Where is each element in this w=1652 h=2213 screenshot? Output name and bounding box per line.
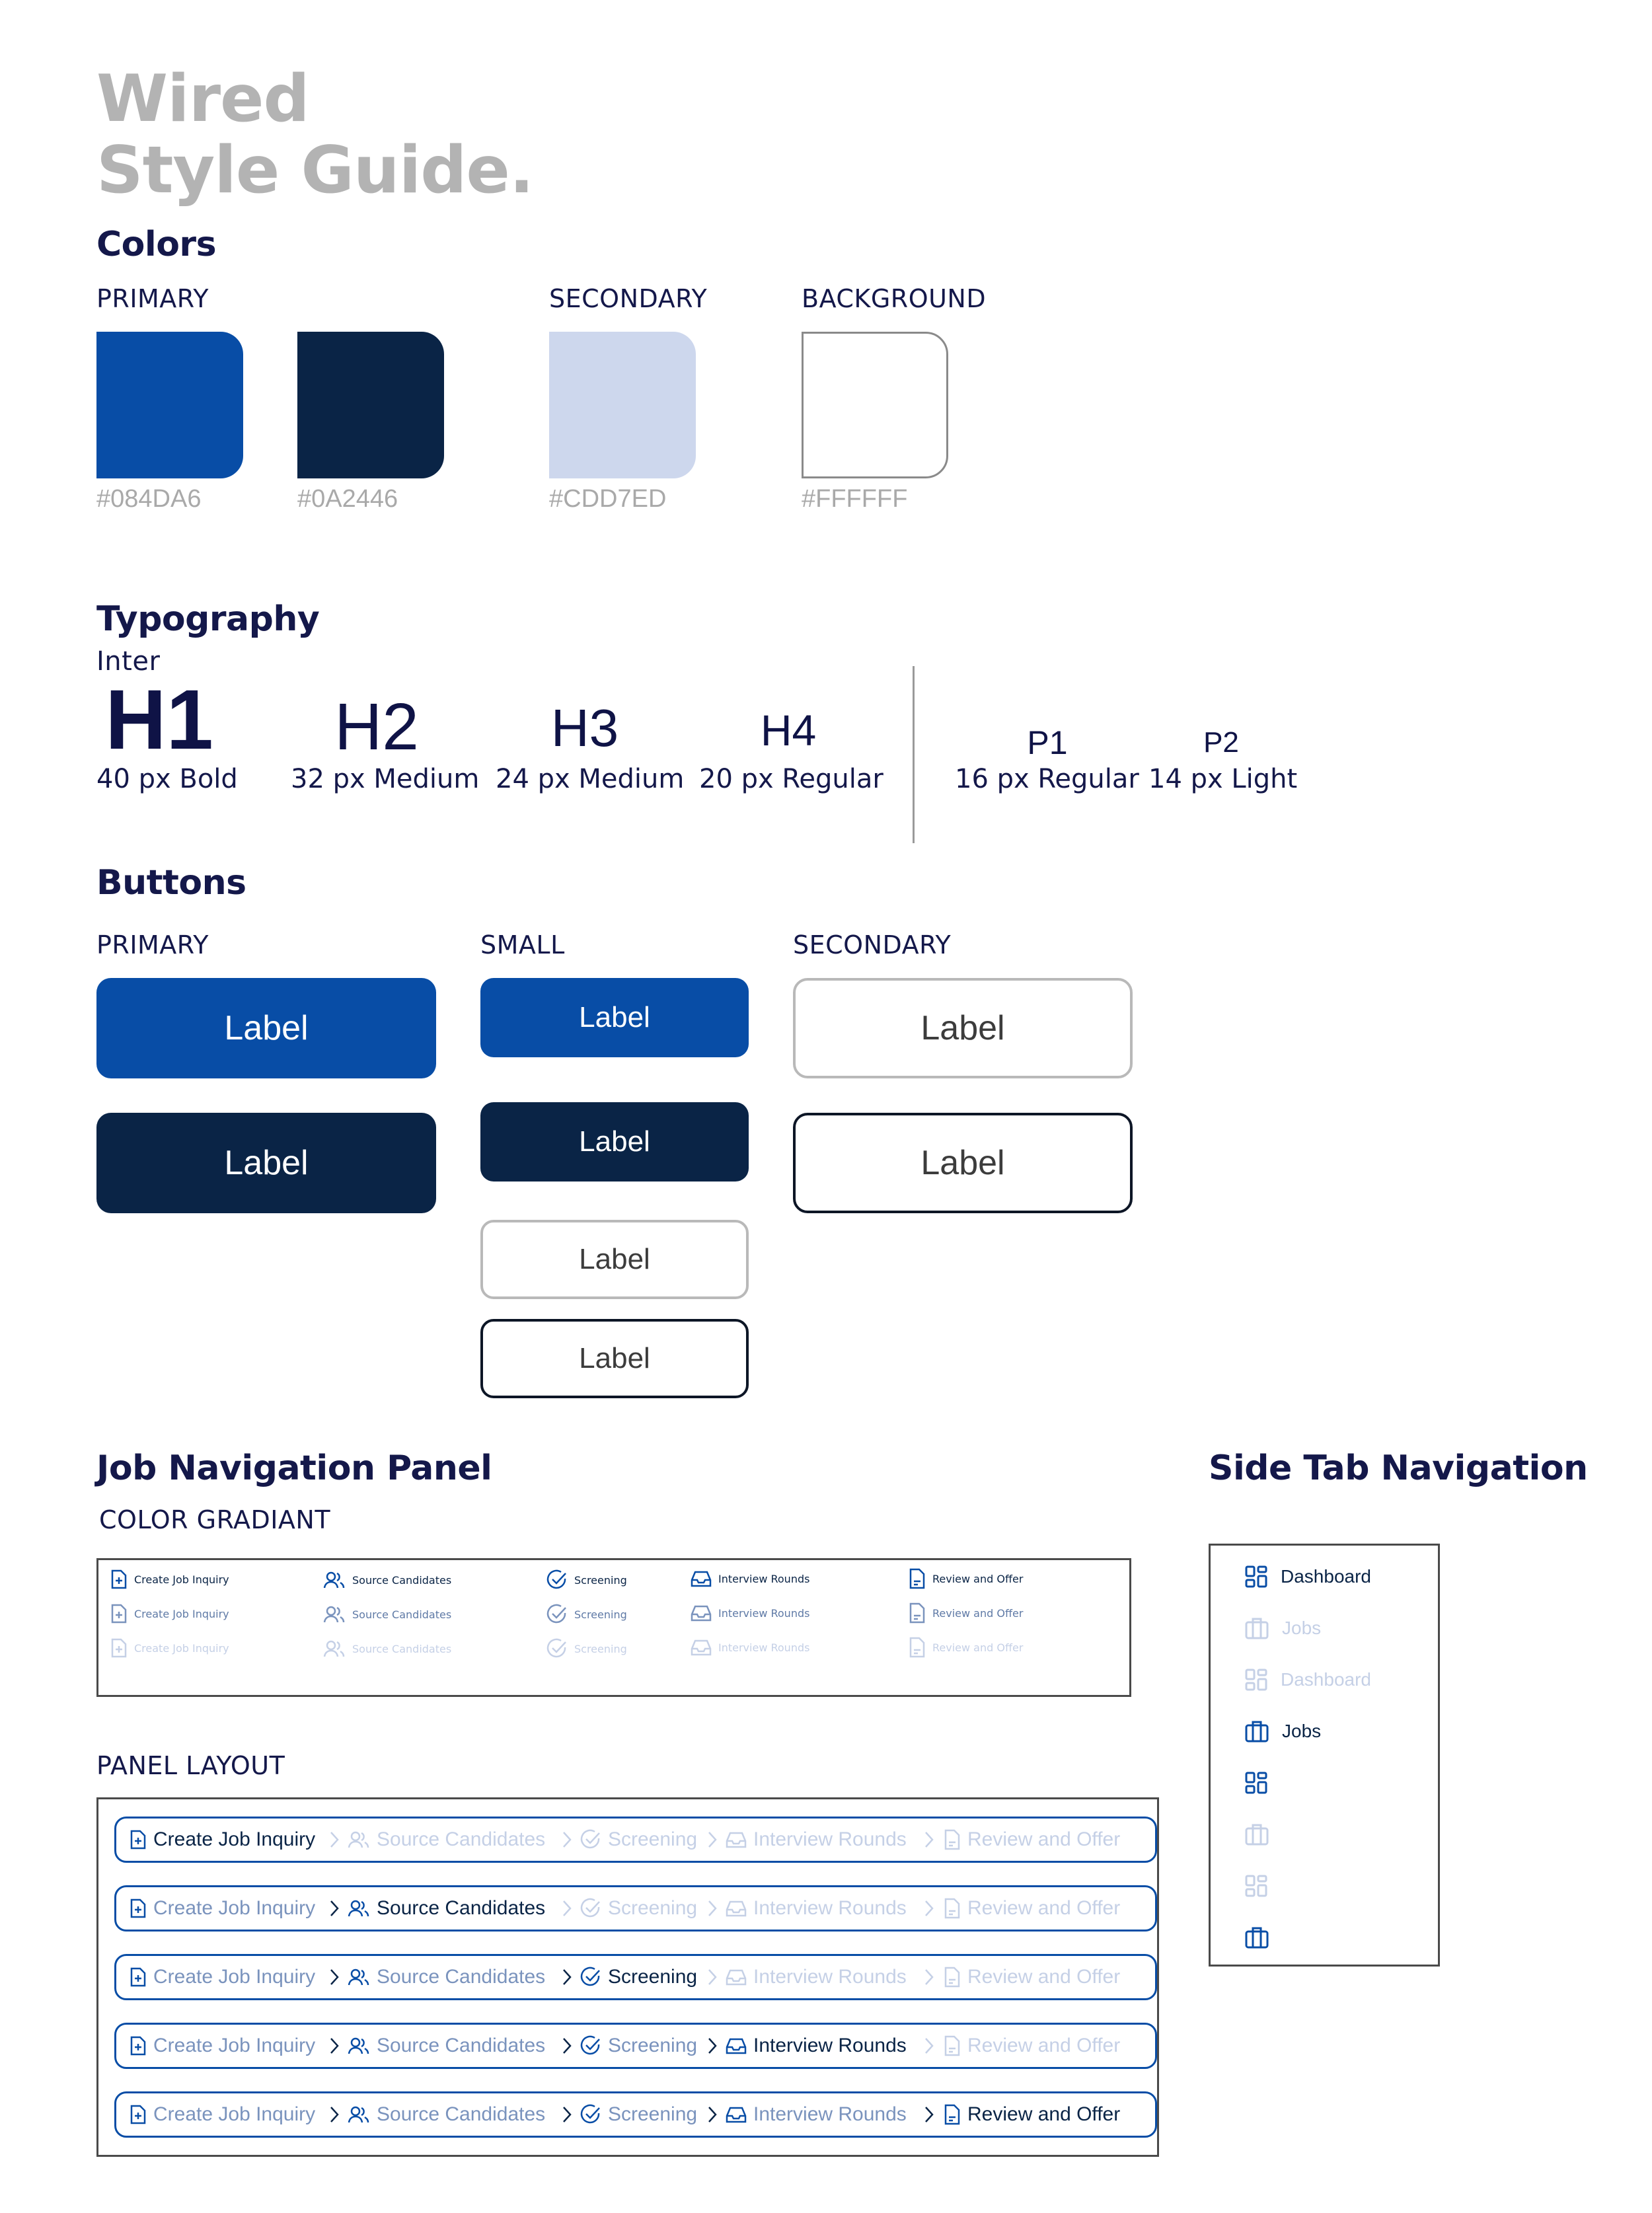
side-item-label: Dashboard: [1281, 1566, 1371, 1587]
step-screening[interactable]: [546, 1569, 627, 1591]
chevron-right-icon: [562, 1819, 572, 1861]
step-screening[interactable]: [546, 1638, 627, 1659]
chevron-right-icon: [329, 1956, 340, 1998]
step-source-candidates[interactable]: [323, 1571, 451, 1589]
dashboard-icon: [1245, 1565, 1267, 1588]
check-circle-icon: [580, 1829, 601, 1850]
users-icon: [348, 1830, 370, 1849]
step-label: Screening: [608, 1966, 698, 1988]
step-label: Source Candidates: [352, 1608, 452, 1621]
step-label: Source Candidates: [377, 2103, 546, 2125]
typography-divider: [913, 666, 915, 843]
color-gradient-panel: [96, 1558, 1131, 1697]
step-screening[interactable]: [580, 1956, 697, 1998]
step-label: Screening: [608, 1897, 698, 1919]
color-swatch-primary-navy: [297, 332, 444, 478]
step-create-job-inquiry[interactable]: [110, 1604, 229, 1624]
step-label: Source Candidates: [352, 1642, 452, 1655]
briefcase-icon: [1245, 1617, 1269, 1639]
step-label: Interview Rounds: [718, 1606, 810, 1620]
primary-button-blue[interactable]: Label: [96, 978, 436, 1078]
buttons-primary-label: PRIMARY: [96, 930, 209, 959]
step-label: Interview Rounds: [718, 1641, 810, 1654]
side-nav-heading: Side Tab Navigation: [1209, 1448, 1588, 1488]
step-label: Create Job Inquiry: [134, 1573, 229, 1586]
hex-primary-blue: #084DA6: [96, 485, 202, 513]
title-line-2: Style Guide.: [96, 133, 534, 208]
chevron-right-icon: [924, 1819, 934, 1861]
dashboard-icon: [1245, 1669, 1267, 1691]
side-item-label: Jobs: [1282, 1618, 1322, 1638]
step-interview-rounds[interactable]: [726, 2025, 907, 2067]
colors-heading: Colors: [96, 225, 217, 264]
step-label: Review and Offer: [967, 2035, 1121, 2056]
panel-layout-row-step-3: [114, 1954, 1157, 2000]
check-circle-icon: [580, 2104, 601, 2125]
step-label: Review and Offer: [967, 1966, 1121, 1988]
document-plus-icon: [130, 1898, 147, 1918]
secondary-button-light-outline[interactable]: Label: [793, 978, 1133, 1078]
step-review-and-offer[interactable]: [944, 1887, 1120, 1930]
step-source-candidates[interactable]: [348, 1956, 545, 1998]
title-line-1: Wired: [96, 61, 309, 137]
step-label: Source Candidates: [352, 1573, 452, 1587]
step-label: Interview Rounds: [753, 2103, 907, 2125]
step-source-candidates[interactable]: [323, 1605, 451, 1624]
step-label: Interview Rounds: [753, 2035, 907, 2056]
step-create-job-inquiry[interactable]: [130, 1819, 315, 1861]
step-source-candidates[interactable]: [348, 2093, 545, 2136]
side-icon-dashboard-active[interactable]: [1245, 1772, 1267, 1794]
typo-h2-spec: 32 px Medium: [291, 764, 480, 794]
chevron-right-icon: [707, 2093, 718, 2136]
users-icon: [323, 1605, 346, 1624]
document-icon: [944, 1898, 961, 1919]
buttons-heading: Buttons: [96, 863, 246, 903]
inbox-icon: [726, 2105, 747, 2124]
step-interview-rounds[interactable]: [726, 1887, 907, 1930]
chevron-right-icon: [329, 1887, 340, 1930]
step-label: Review and Offer: [932, 1572, 1024, 1585]
small-button-blue[interactable]: Label: [480, 978, 749, 1057]
step-review-and-offer[interactable]: [944, 2025, 1120, 2067]
document-icon: [909, 1602, 926, 1624]
typo-h4-spec: 20 px Regular: [699, 764, 883, 794]
dashboard-icon: [1245, 1772, 1267, 1794]
side-item-label: Dashboard: [1281, 1669, 1371, 1690]
color-swatch-secondary: [549, 332, 696, 478]
inbox-icon: [691, 1569, 712, 1588]
step-interview-rounds[interactable]: [691, 1604, 809, 1622]
check-circle-icon: [546, 1604, 568, 1625]
document-plus-icon: [130, 2105, 147, 2124]
chevron-right-icon: [562, 2093, 572, 2136]
font-name: Inter: [96, 646, 161, 677]
chevron-right-icon: [562, 2025, 572, 2067]
step-label: Interview Rounds: [753, 1828, 907, 1850]
step-label: Interview Rounds: [753, 1966, 907, 1988]
typo-p1-spec: 16 px Regular: [955, 764, 1139, 794]
step-interview-rounds[interactable]: [726, 2093, 907, 2136]
chevron-right-icon: [924, 2025, 934, 2067]
chevron-right-icon: [562, 1887, 572, 1930]
typo-h3-sample: H3: [550, 698, 619, 757]
step-label: Review and Offer: [967, 2103, 1121, 2125]
check-circle-icon: [546, 1638, 568, 1659]
inbox-icon: [726, 1968, 747, 1986]
document-plus-icon: [110, 1569, 128, 1589]
buttons-secondary-label: SECONDARY: [793, 930, 952, 959]
typo-h1-sample: H1: [105, 673, 213, 767]
chevron-right-icon: [707, 1956, 718, 1998]
primary-button-navy[interactable]: Label: [96, 1113, 436, 1213]
step-create-job-inquiry[interactable]: [130, 1956, 315, 1998]
check-circle-icon: [580, 1967, 601, 1988]
side-item-dashboard-inactive[interactable]: [1245, 1669, 1371, 1691]
page-title: [96, 63, 533, 206]
step-label: Create Job Inquiry: [134, 1641, 229, 1655]
hex-primary-navy: #0A2446: [297, 485, 398, 513]
step-review-and-offer[interactable]: [944, 1956, 1120, 1998]
step-review-and-offer[interactable]: [909, 1637, 1023, 1658]
document-icon: [944, 2035, 961, 2056]
chevron-right-icon: [707, 1887, 718, 1930]
document-plus-icon: [130, 1967, 147, 1987]
primary-colors-label: PRIMARY: [96, 284, 209, 313]
chevron-right-icon: [707, 2025, 718, 2067]
step-source-candidates[interactable]: [323, 1639, 451, 1658]
step-label: Review and Offer: [967, 1897, 1121, 1919]
check-circle-icon: [580, 1898, 601, 1919]
panel-layout-row-step-2: [114, 1885, 1157, 1932]
hex-background: #FFFFFF: [802, 485, 908, 513]
chevron-right-icon: [329, 2025, 340, 2067]
small-button-light-outline[interactable]: Label: [480, 1220, 749, 1299]
chevron-right-icon: [924, 1956, 934, 1998]
step-screening[interactable]: [546, 1604, 627, 1625]
step-label: Create Job Inquiry: [153, 1828, 316, 1850]
panel-layout-label: PANEL LAYOUT: [96, 1751, 285, 1780]
step-label: Source Candidates: [377, 1897, 546, 1919]
briefcase-icon: [1245, 1926, 1269, 1949]
document-icon: [944, 2104, 961, 2125]
step-label: Screening: [574, 1573, 627, 1587]
typo-p2-sample: P2: [1203, 726, 1239, 759]
chevron-right-icon: [924, 2093, 934, 2136]
step-label: Screening: [574, 1608, 627, 1621]
step-label: Interview Rounds: [718, 1572, 810, 1585]
side-icon-dashboard-inactive[interactable]: [1245, 1875, 1267, 1897]
step-label: Screening: [574, 1642, 627, 1655]
step-source-candidates[interactable]: [348, 1887, 545, 1930]
step-label: Create Job Inquiry: [134, 1607, 229, 1620]
inbox-icon: [726, 2037, 747, 2055]
step-interview-rounds[interactable]: [726, 1956, 907, 1998]
chevron-right-icon: [329, 1819, 340, 1861]
inbox-icon: [691, 1604, 712, 1622]
chevron-right-icon: [924, 1887, 934, 1930]
panel-layout-row-step-5: [114, 2091, 1157, 2138]
typo-h1-spec: 40 px Bold: [96, 764, 238, 794]
chevron-right-icon: [562, 1956, 572, 1998]
panel-layout-row-step-4: [114, 2023, 1157, 2069]
step-label: Screening: [608, 1828, 698, 1850]
step-interview-rounds[interactable]: [691, 1638, 809, 1657]
document-icon: [944, 1829, 961, 1850]
inbox-icon: [726, 1899, 747, 1918]
step-create-job-inquiry[interactable]: [130, 1887, 315, 1930]
side-icon-jobs-active[interactable]: [1245, 1926, 1269, 1949]
hex-secondary: #CDD7ED: [549, 485, 667, 513]
color-swatch-primary-blue: [96, 332, 243, 478]
step-review-and-offer[interactable]: [944, 1819, 1120, 1861]
typo-h4-sample: H4: [760, 706, 817, 755]
step-label: Review and Offer: [967, 1828, 1121, 1850]
briefcase-icon: [1245, 1823, 1269, 1846]
document-plus-icon: [110, 1638, 128, 1658]
side-item-dashboard-active[interactable]: [1245, 1565, 1371, 1588]
small-button-navy[interactable]: Label: [480, 1102, 749, 1182]
step-screening[interactable]: [580, 2093, 697, 2136]
typo-p2-spec: 14 px Light: [1148, 764, 1298, 794]
users-icon: [348, 1968, 370, 1986]
step-interview-rounds[interactable]: [726, 1819, 907, 1861]
step-review-and-offer[interactable]: [944, 2093, 1120, 2136]
users-icon: [348, 1899, 370, 1918]
step-label: Source Candidates: [377, 1966, 546, 1988]
step-source-candidates[interactable]: [348, 1819, 545, 1861]
chevron-right-icon: [707, 1819, 718, 1861]
step-label: Source Candidates: [377, 1828, 546, 1850]
check-circle-icon: [546, 1569, 568, 1591]
panel-layout-row-step-1: [114, 1817, 1157, 1863]
typography-heading: Typography: [96, 599, 320, 639]
buttons-small-label: SMALL: [480, 930, 565, 959]
briefcase-icon: [1245, 1720, 1269, 1743]
step-create-job-inquiry[interactable]: [110, 1638, 229, 1658]
users-icon: [348, 2105, 370, 2124]
document-icon: [909, 1637, 926, 1658]
step-label: Screening: [608, 2103, 698, 2125]
background-colors-label: BACKGROUND: [802, 284, 987, 313]
typo-h3-spec: 24 px Medium: [496, 764, 685, 794]
typo-h2-sample: H2: [334, 690, 419, 764]
chevron-right-icon: [329, 2093, 340, 2136]
step-create-job-inquiry[interactable]: [130, 2093, 315, 2136]
step-interview-rounds[interactable]: [691, 1569, 809, 1588]
step-screening[interactable]: [580, 1819, 697, 1861]
secondary-button-dark-outline[interactable]: Label: [793, 1113, 1133, 1213]
dashboard-icon: [1245, 1875, 1267, 1897]
step-review-and-offer[interactable]: [909, 1568, 1023, 1589]
step-screening[interactable]: [580, 2025, 697, 2067]
users-icon: [323, 1639, 346, 1658]
step-label: Create Job Inquiry: [153, 2103, 316, 2125]
color-swatch-background: [802, 332, 948, 478]
inbox-icon: [726, 1830, 747, 1849]
side-icon-jobs-inactive[interactable]: [1245, 1823, 1269, 1846]
document-plus-icon: [130, 1830, 147, 1850]
users-icon: [348, 2037, 370, 2055]
document-plus-icon: [110, 1604, 128, 1624]
step-label: Create Job Inquiry: [153, 1966, 316, 1988]
step-create-job-inquiry[interactable]: [110, 1569, 229, 1589]
side-tab-panel: [1209, 1544, 1440, 1967]
document-plus-icon: [130, 2036, 147, 2056]
step-label: Create Job Inquiry: [153, 1897, 316, 1919]
side-item-jobs-active[interactable]: [1245, 1720, 1321, 1743]
step-label: Interview Rounds: [753, 1897, 907, 1919]
step-label: Screening: [608, 2035, 698, 2056]
document-icon: [944, 1967, 961, 1988]
small-button-dark-outline[interactable]: Label: [480, 1319, 749, 1398]
step-label: Source Candidates: [377, 2035, 546, 2056]
check-circle-icon: [580, 2035, 601, 2056]
panel-layout-frame: [96, 1797, 1159, 2157]
step-source-candidates[interactable]: [348, 2025, 545, 2067]
document-icon: [909, 1568, 926, 1589]
side-item-jobs-inactive[interactable]: [1245, 1617, 1321, 1639]
gradient-row-inactive: [98, 1629, 1129, 1675]
step-review-and-offer[interactable]: [909, 1602, 1023, 1624]
step-screening[interactable]: [580, 1887, 697, 1930]
users-icon: [323, 1571, 346, 1589]
step-create-job-inquiry[interactable]: [130, 2025, 315, 2067]
color-gradient-label: COLOR GRADIANT: [99, 1505, 331, 1534]
secondary-colors-label: SECONDARY: [549, 284, 708, 313]
step-label: Review and Offer: [932, 1606, 1024, 1620]
job-nav-heading: Job Navigation Panel: [96, 1448, 492, 1488]
side-item-label: Jobs: [1282, 1721, 1322, 1741]
step-label: Review and Offer: [932, 1641, 1024, 1654]
step-label: Create Job Inquiry: [153, 2035, 316, 2056]
typo-p1-sample: P1: [1027, 724, 1068, 761]
inbox-icon: [691, 1638, 712, 1657]
